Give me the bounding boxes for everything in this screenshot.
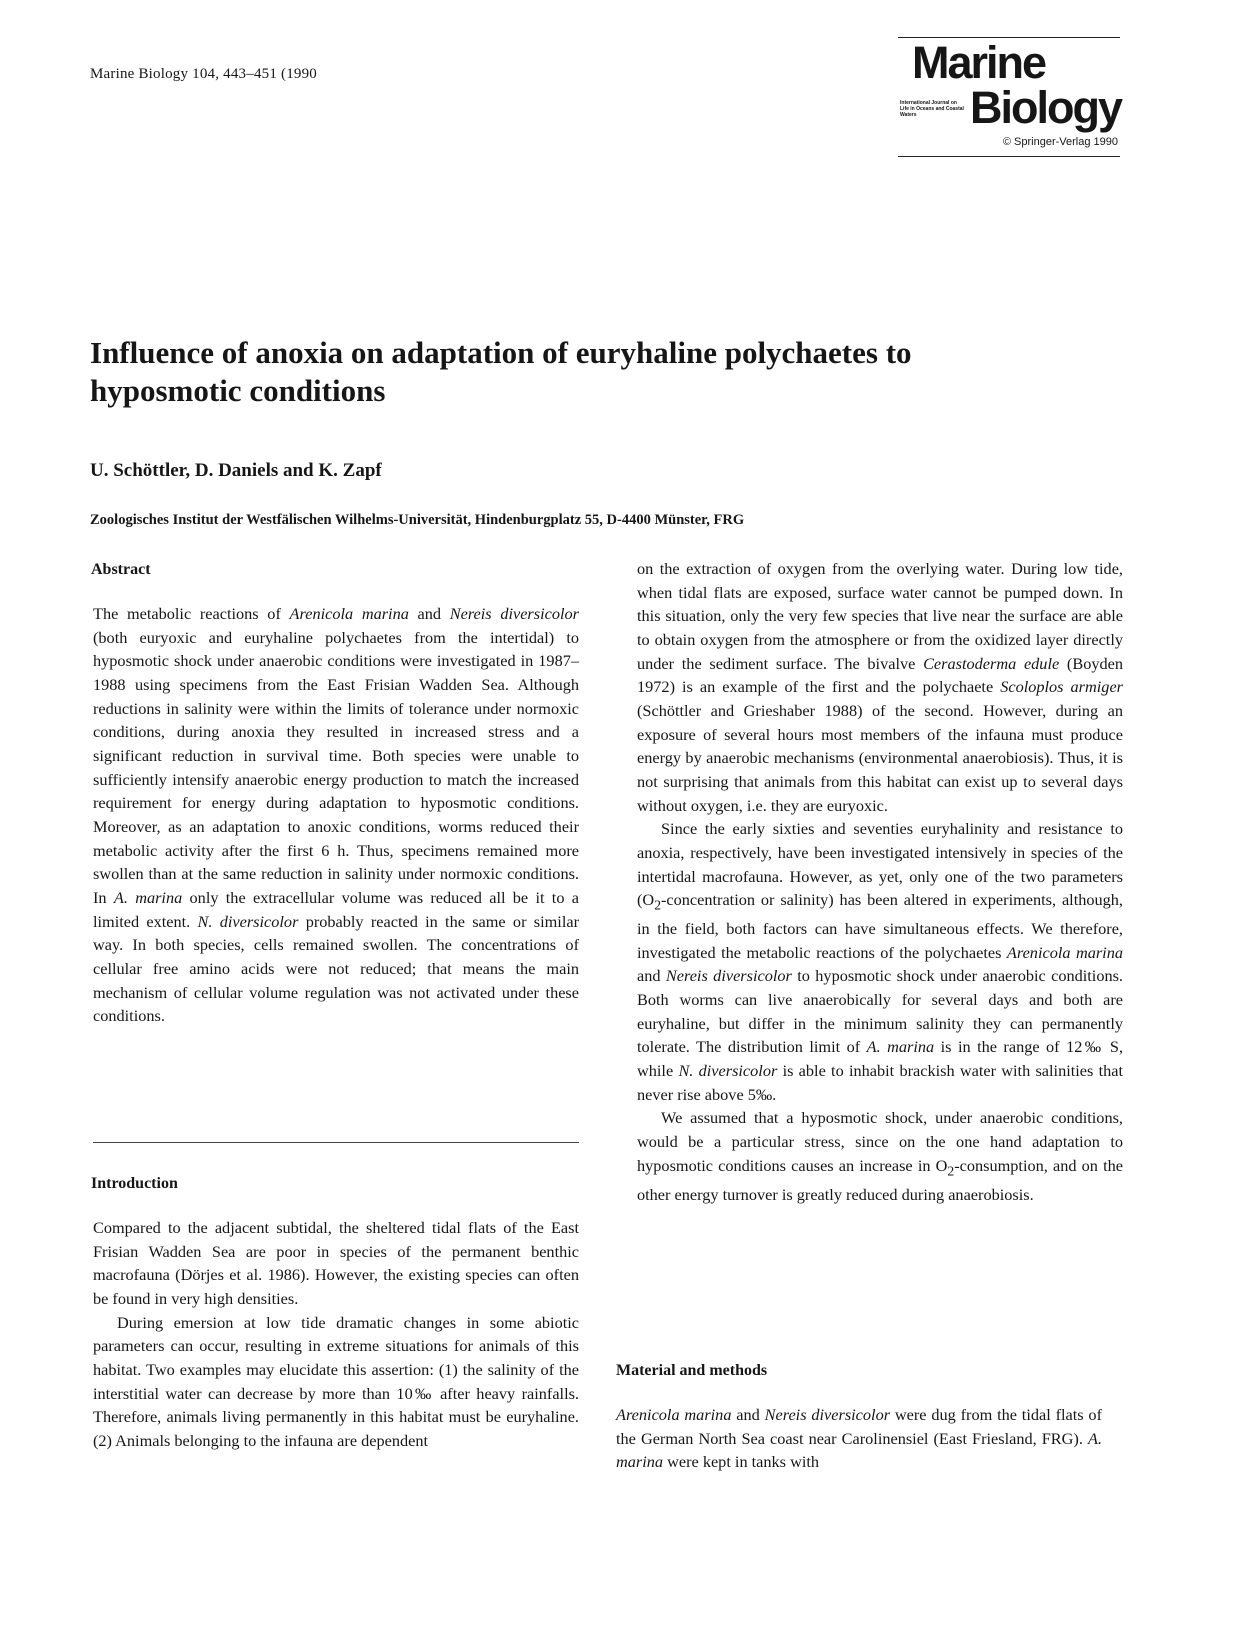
logo-tagline: International Journal on Life in Oceans and Coastal Waters <box>900 100 964 118</box>
author-affiliation: Zoologisches Institut der Westfälischen Wilhelms-Universität, Hindenburgplatz 55, D-4400 Münster, FRG <box>90 512 745 528</box>
introduction-heading: Introduction <box>91 1175 178 1192</box>
species-name: N. diversicolor <box>678 1061 778 1081</box>
methods-paragraph-1: Arenicola marina and Nereis diversicolor were dug from the tidal flats of the German North Sea coast near Carolinensiel (East Friesland, FRG). A. marina were kept in tanks with <box>616 1405 1102 1472</box>
methods-text <box>616 1403 1102 1474</box>
journal-citation: Marine Biology 104, 443–451 (1990 <box>90 66 318 82</box>
article-authors: U. Schöttler, D. Daniels and K. Zapf <box>90 460 382 481</box>
copyright-notice: © Springer-Verlag 1990 <box>1002 136 1118 148</box>
species-name: Nereis diversicolor <box>665 966 792 986</box>
intro-paragraph-2-continued: on the extraction of oxygen from the overlying water. During low tide, when tidal flats are exposed, surface water cannot be pumped down. In this situation, only the very few species that live near the surface are able to obtain oxygen from the atmosphere or from the oxidized layer directly under the sediment surface. The bivalve Cerastoderma edule (Boyden 1972) is an example of the first and the polychaete Scoloplos armiger (Schöttler and Grieshaber 1988) of the second. However, during an exposure of several hours most members of the infauna must produce energy by anaerobic mechanisms (environmental anaerobiosis). Thus, it is not surprising that animals from this habitat can exist up to several days without oxygen, i.e. they are euryoxic. <box>637 559 1124 815</box>
abstract-text <box>93 602 579 1028</box>
species-name: Nereis diversicolor <box>764 1405 891 1424</box>
intro-paragraph-2: During emersion at low tide dramatic changes in some abiotic parameters can occur, resulting in extreme situations for animals of this habitat. Two examples may elucidate this assertion: (1) the salinity of the interstitial water can decrease by more than 10‰ after heavy rainfalls. Therefore, animals living permanently in this habitat must be euryhaline. (2) Animals belonging to the infauna are dependent <box>93 1312 579 1450</box>
species-name: A. marina <box>113 887 183 907</box>
introduction-text-right <box>637 557 1123 1206</box>
species-name: Arenicola marina <box>616 1405 732 1424</box>
species-name: Arenicola marina <box>1006 942 1123 962</box>
introduction-text-left <box>93 1216 579 1453</box>
species-name: Arenicola marina <box>289 604 409 623</box>
intro-paragraph-3: Since the early sixties and seventies euryhalinity and resistance to anoxia, respectively, have been investigated intensively in species of the intertidal macrofauna. However, as yet, only one of the two parameters ($O_2$-concentration or salinity) has been altered in experiments, although, in the field, both factors can have simultaneous effects. We therefore, investigated the metabolic reactions of the polychaetes Arenicola marina and Nereis diversicolor to hyposmotic shock under anaerobic conditions. Both worms can live anaerobically for several days and both are euryhaline, but differ in the minimum salinity they can permanently tolerate. The distribution limit of A. marina is in the range of 12‰ S, while N. diversicolor is able to inhabit brackish water with salinities that never rise above 5‰. <box>637 819 1124 1104</box>
species-name: A. marina <box>616 1428 1102 1472</box>
species-name: A. marina <box>866 1037 935 1057</box>
intro-paragraph-1: Compared to the adjacent subtidal, the sheltered tidal flats of the East Frisian Wadden Sea are poor in species of the permanent benthic macrofauna (Dörjes et al. 1986). However, the existing species can often be found in very high densities. <box>93 1218 579 1308</box>
logo-bottom-rule <box>898 156 1120 157</box>
logo-marine-text: Marine <box>912 37 1046 88</box>
article-title: Influence of anoxia on adaptation of euryhaline polychaetes to hyposmotic conditions <box>90 335 912 408</box>
logo-biology-text: Biology <box>970 82 1121 133</box>
intro-paragraph-4: We assumed that a hyposmotic shock, under anaerobic conditions, would be a particular stress, since on the one hand adaptation to hyposmotic conditions causes an increase in $O_2$-consumption, and on the other energy turnover is greatly reduced during anaerobiosis. <box>637 1108 1124 1204</box>
species-name: Scoloplos armiger <box>1000 677 1124 697</box>
methods-heading: Material and methods <box>616 1362 768 1379</box>
species-name: Nereis diversicolor <box>449 604 579 623</box>
abstract-heading: Abstract <box>91 561 151 578</box>
journal-logo <box>898 37 1120 157</box>
abstract-separator <box>93 1142 579 1143</box>
abstract-paragraph: The metabolic reactions of Arenicola marina and Nereis diversicolor (both euryoxic and euryhaline polychaetes from the intertidal) to hyposmotic shock under anaerobic conditions were investigated in 1987–1988 using specimens from the East Frisian Wadden Sea. Although reductions in salinity were within the limits of tolerance under normoxic conditions, during anoxia they resulted in increased stress and a significant reduction in survival time. Both species were unable to sufficiently intensify anaerobic energy production to match the increased requirement for energy during adaptation to hyposmotic conditions. Moreover, as an adaptation to anoxic conditions, worms reduced their metabolic activity after the first 6 h. Thus, specimens remained more swollen than at the same reduction in salinity under normoxic conditions. In A. marina only the extracellular volume was reduced all be it to a limited extent. N. diversicolor probably reacted in the same or similar way. In both species, cells remained swollen. The concentrations of cellular free amino acids were not reduced; that means the main mechanism of cellular volume regulation was not activated under these conditions. <box>93 604 580 1026</box>
species-name: N. diversicolor <box>197 911 299 931</box>
species-name: Cerastoderma edule <box>923 653 1060 673</box>
